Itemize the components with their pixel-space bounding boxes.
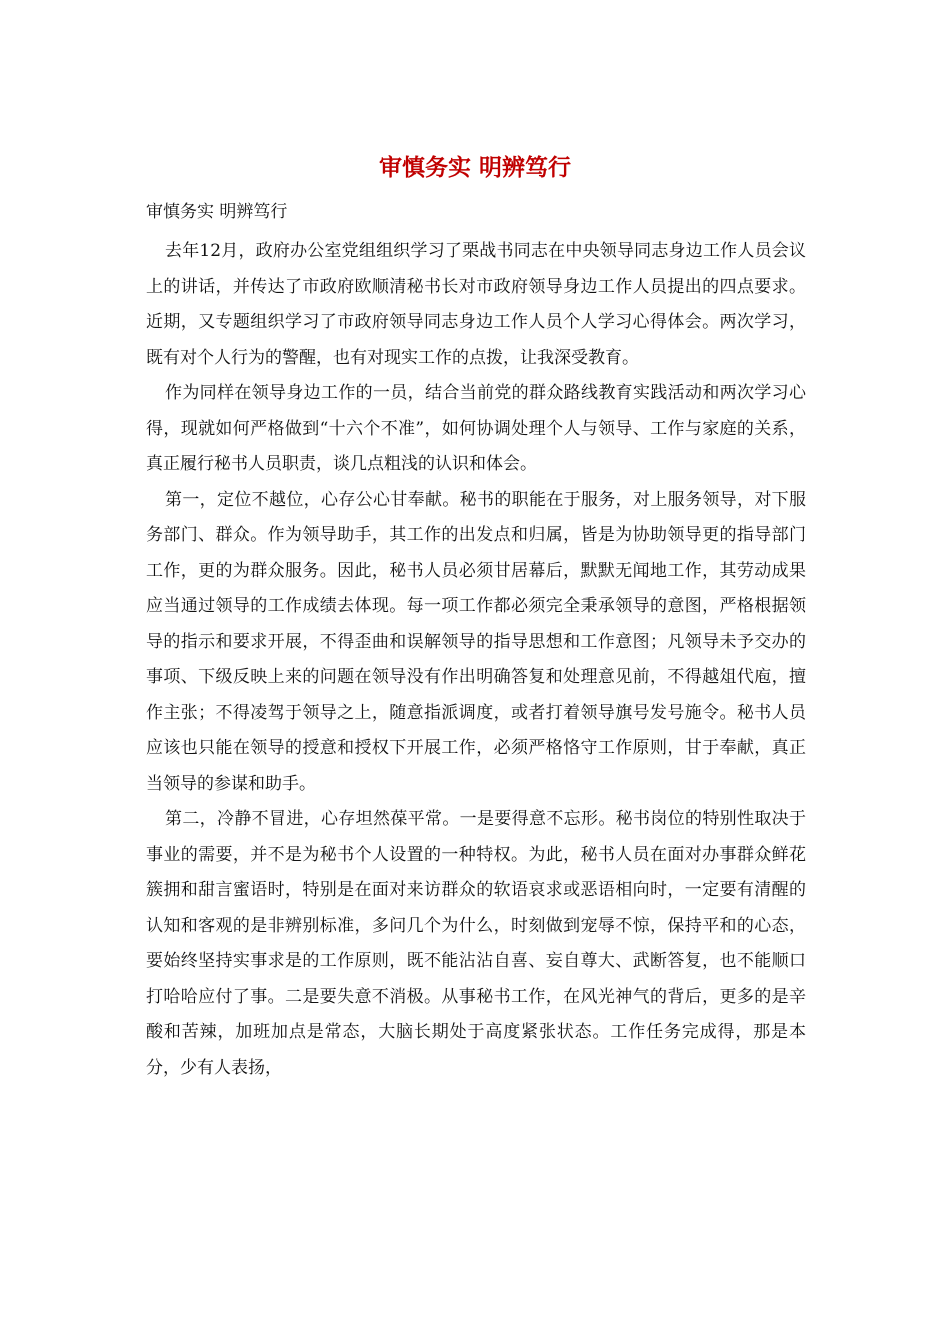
- paragraph-2: 作为同样在领导身边工作的一员，结合当前党的群众路线教育实践活动和两次学习心得，现就如何严格做到“十六个不准”，如何协调处理个人与领导、工作与家庭的关系，真正履行秘书人员职责，谈几点粗浅的认识和体会。: [146, 383, 806, 474]
- document-subtitle: 审慎务实 明辨笃行: [146, 202, 288, 222]
- paragraph-4: 第二，冷静不冒进，心存坦然葆平常。一是要得意不忘形。秘书岗位的特别性取决于事业的需要，并不是为秘书个人设置的一种特权。为此，秘书人员在面对办事群众鲜花簇拥和甜言蜜语时，特别是在面对来访群众的软语哀求或恶语相向时，一定要有清醒的认知和客观的是非辨别标准，多问几个为什么，时刻做到宠辱不惊，保持平和的心态，要始终坚持实事求是的工作原则，既不能沾沾自喜、妄自尊大、武断答复，也不能顺口打哈哈应付了事。二是要失意不消极。从事秘书工作，在风光神气的背后，更多的是辛酸和苦辣，加班加点是常态，大脑长期处于高度紧张状态。工作任务完成得，那是本分，少有人表扬，: [146, 809, 806, 1078]
- paragraph-3: 第一，定位不越位，心存公心甘奉献。秘书的职能在于服务，对上服务领导，对下服务部门、群众。作为领导助手，其工作的出发点和归属，皆是为协助领导更的指导部门工作，更的为群众服务。因此，秘书人员必须甘居幕后，默默无闻地工作，其劳动成果应当通过领导的工作成绩去体现。每一项工作都必须完全秉承领导的意图，严格根据领导的指示和要求开展，不得歪曲和误解领导的指导思想和工作意图；凡领导未予交办的事项、下级反映上来的问题在领导没有作出明确答复和处理意见前，不得越俎代庖，擅作主张；不得凌驾于领导之上，随意指派调度，或者打着领导旗号发号施令。秘书人员应该也只能在领导的授意和授权下开展工作，必须严格恪守工作原则，甘于奉献，真正当领导的参谋和助手。: [146, 489, 806, 794]
- paragraph-1: 去年12月，政府办公室党组组织学习了栗战书同志在中央领导同志身边工作人员会议上的讲话，并传达了市政府欧顺清秘书长对市政府领导身边工作人员提出的四点要求。近期，又专题组织学习了市政府领导同志身边工作人员个人学习心得体会。两次学习，既有对个人行为的警醒，也有对现实工作的点拨，让我深受教育。: [146, 241, 806, 368]
- document-title: 审慎务实 明辨笃行: [378, 154, 571, 181]
- document-body: [146, 234, 806, 1086]
